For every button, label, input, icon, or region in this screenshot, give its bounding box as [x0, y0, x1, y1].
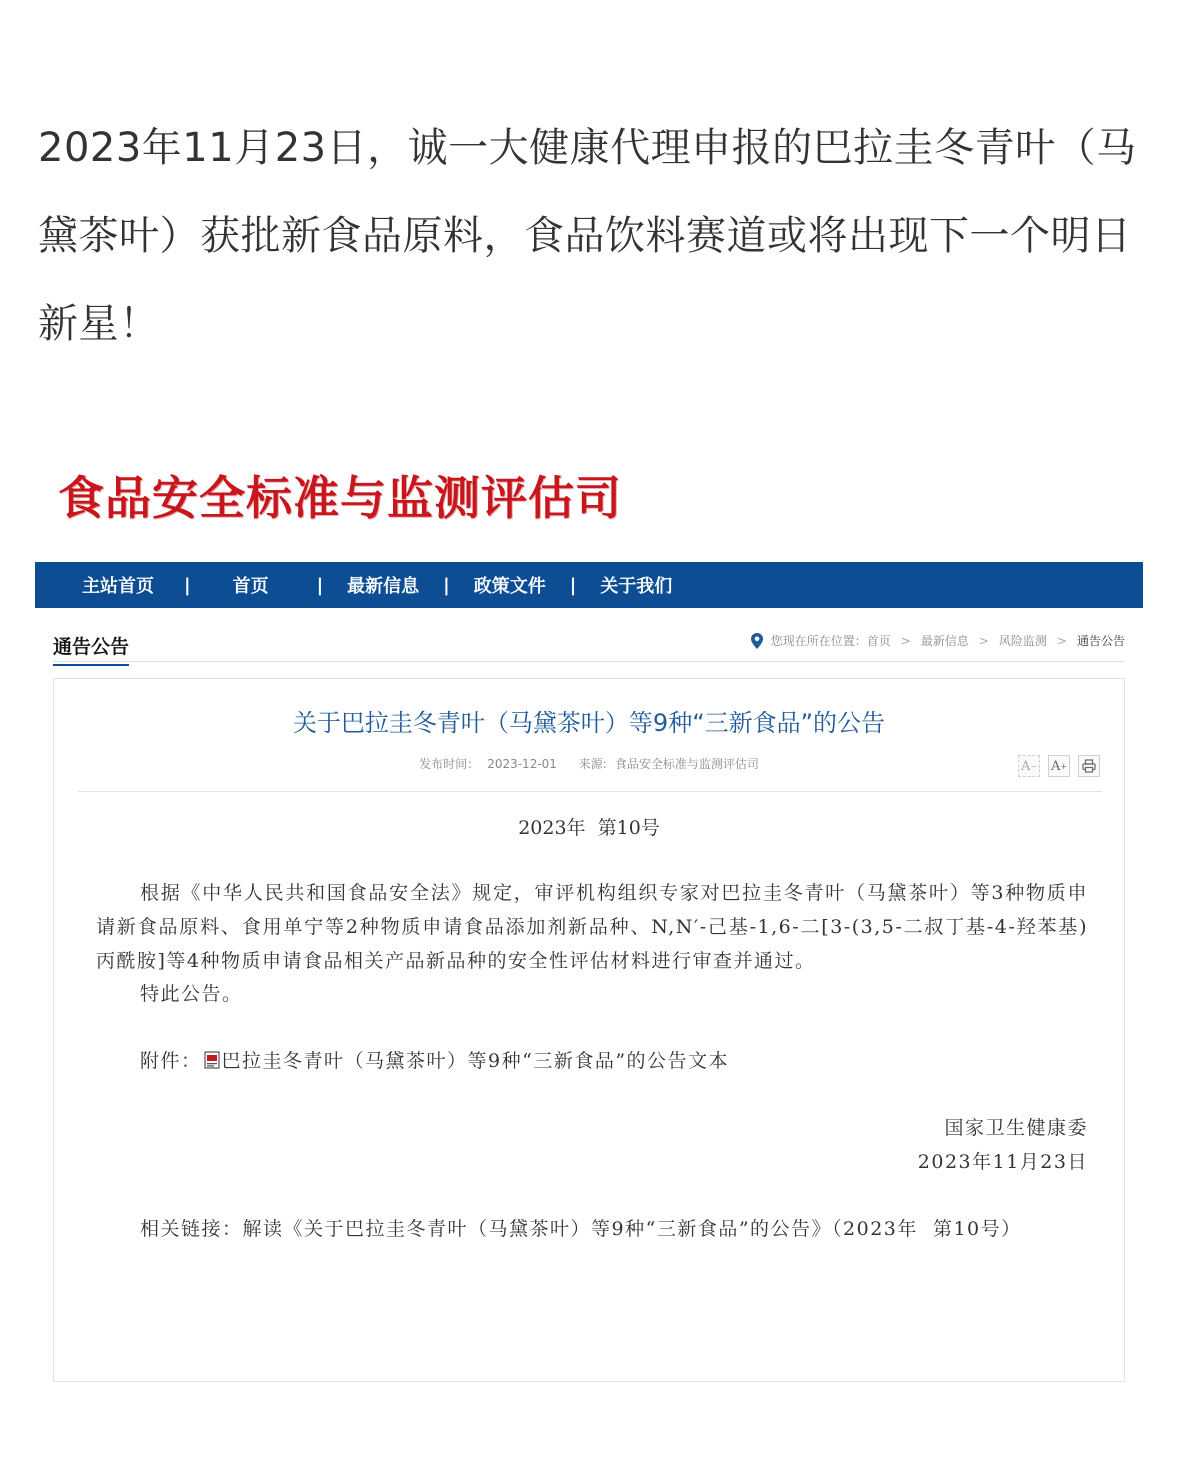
- decrease-font-icon: A: [1020, 758, 1031, 774]
- nav-item-latest-info[interactable]: 最新信息: [347, 576, 420, 597]
- article-container: [53, 678, 1125, 1382]
- section-header: [53, 628, 1125, 662]
- printer-icon: [1082, 759, 1096, 773]
- attachment-label: 附件：: [140, 1050, 202, 1072]
- related-links: [96, 1212, 1088, 1246]
- breadcrumb-separator: >: [978, 633, 989, 648]
- breadcrumb-item-home[interactable]: 首页: [866, 634, 891, 648]
- nav-separator: |: [443, 574, 450, 596]
- location-pin-icon: [751, 633, 763, 649]
- attachment-link[interactable]: 巴拉圭冬青叶（马黛茶叶）等9种“三新食品”的公告文本: [221, 1050, 730, 1072]
- publish-label: 发布时间：: [419, 757, 480, 771]
- source-name: 食品安全标准与监测评估司: [614, 757, 759, 771]
- notice-text: 特此公告。: [140, 983, 243, 1005]
- section-title: 通告公告: [53, 632, 129, 666]
- article-body: 根据《中华人民共和国食品安全法》规定，审评机构组织专家对巴拉圭冬青叶（马黛茶叶）等3种物质申请新食品原料、食用单宁等2种物质申请食品添加剂新品种、N,N′-己基-1,6-二[3-(3,5-二叔丁基-4-羟苯基)丙酰胺]等4种物质申请食品相关产品新品种的安全性评估材料进行审查并通过。: [96, 882, 1088, 972]
- intro-text: 2023年11月23日，诚一大健康代理申报的巴拉圭冬青叶（马黛茶叶）获批新食品原料，食品饮料赛道或将出现下一个明日新星！: [38, 125, 1137, 347]
- nav-separator: |: [316, 574, 324, 596]
- nav-separator: |: [184, 574, 191, 596]
- pdf-file-icon: [204, 1051, 220, 1069]
- article-tools: [1018, 755, 1100, 777]
- main-nav: [35, 562, 1143, 608]
- attachment-row: [140, 1046, 729, 1073]
- increase-font-icon: A: [1050, 758, 1061, 774]
- article-title: 关于巴拉圭冬青叶（马黛茶叶）等9种“三新食品”的公告: [292, 709, 886, 737]
- source-label: 来源:: [578, 757, 607, 771]
- meta-divider: [78, 791, 1102, 792]
- breadcrumb-separator: >: [1056, 633, 1067, 648]
- print-button[interactable]: [1078, 755, 1100, 777]
- article-meta: [54, 755, 1124, 772]
- breadcrumb-item-latest-info[interactable]: 最新信息: [920, 634, 969, 648]
- nav-item-about-us[interactable]: 关于我们: [600, 576, 673, 597]
- nav-item-home[interactable]: 首页: [232, 576, 269, 597]
- document-number: 2023年 第10号: [518, 817, 660, 839]
- nav-separator: |: [569, 574, 577, 596]
- breadcrumb-prefix: 您现在所在位置：: [770, 634, 867, 648]
- related-label: 相关链接：: [140, 1218, 243, 1240]
- breadcrumb-separator: >: [900, 633, 911, 648]
- breadcrumb-item-risk-monitoring[interactable]: 风险监测: [998, 634, 1047, 648]
- nav-item-policy-docs[interactable]: 政策文件: [473, 576, 546, 597]
- site-title: 食品安全标准与监测评估司: [58, 471, 622, 525]
- increase-font-button[interactable]: A +: [1048, 755, 1070, 777]
- signer: 国家卫生健康委: [944, 1117, 1088, 1139]
- decrease-font-button[interactable]: A −: [1018, 755, 1040, 777]
- nav-item-main-home[interactable]: 主站首页: [82, 576, 154, 597]
- breadcrumb-item-current[interactable]: 通告公告: [1076, 634, 1125, 648]
- publish-date: 2023-12-01: [487, 757, 557, 771]
- breadcrumb: [751, 632, 1125, 649]
- sign-date: 2023年11月23日: [917, 1151, 1088, 1173]
- related-link[interactable]: 解读《关于巴拉圭冬青叶（马黛茶叶）等9种“三新食品”的公告》（2023年 第10号）: [242, 1218, 1022, 1240]
